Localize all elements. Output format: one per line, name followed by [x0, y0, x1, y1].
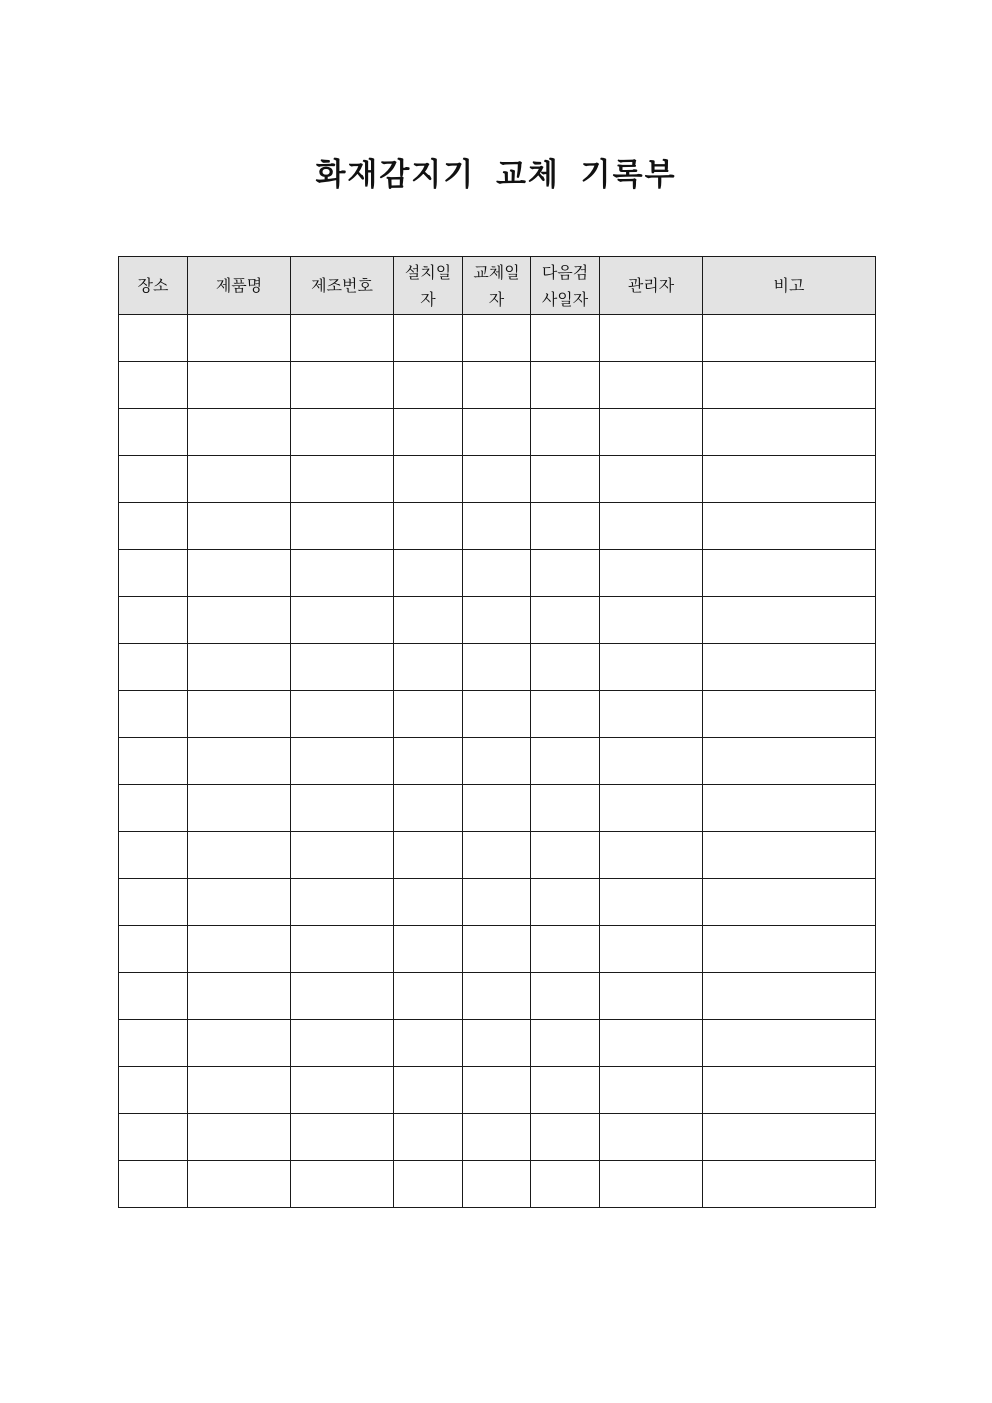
table-row: [119, 503, 876, 550]
table-cell[interactable]: [119, 409, 188, 456]
table-cell[interactable]: [394, 550, 463, 597]
table-cell[interactable]: [188, 409, 291, 456]
table-cell[interactable]: [531, 409, 600, 456]
table-cell[interactable]: [463, 315, 531, 362]
table-cell[interactable]: [119, 738, 188, 785]
column-header-next-inspection-date: [531, 257, 600, 315]
table-cell[interactable]: [119, 315, 188, 362]
table-cell[interactable]: [119, 832, 188, 879]
table-cell[interactable]: [463, 879, 531, 926]
table-cell[interactable]: [394, 926, 463, 973]
table-cell[interactable]: [394, 456, 463, 503]
table-row: [119, 973, 876, 1020]
table-cell[interactable]: [600, 785, 703, 832]
table-row: [119, 597, 876, 644]
table-cell[interactable]: [119, 879, 188, 926]
table-cell[interactable]: [119, 503, 188, 550]
table-cell[interactable]: [119, 644, 188, 691]
table-cell[interactable]: [188, 1020, 291, 1067]
table-cell[interactable]: [703, 1067, 876, 1114]
table-cell[interactable]: [188, 644, 291, 691]
table-cell[interactable]: [394, 362, 463, 409]
table-cell[interactable]: [394, 597, 463, 644]
table-cell[interactable]: [600, 691, 703, 738]
column-header-install-date: [394, 257, 463, 315]
table-row: [119, 1161, 876, 1208]
table-cell[interactable]: [463, 550, 531, 597]
table-cell[interactable]: [531, 550, 600, 597]
table-cell[interactable]: [463, 1020, 531, 1067]
table-cell[interactable]: [463, 362, 531, 409]
table-cell[interactable]: [600, 832, 703, 879]
table-cell[interactable]: [600, 1161, 703, 1208]
table-cell[interactable]: [463, 456, 531, 503]
table-cell[interactable]: [703, 973, 876, 1020]
table-cell[interactable]: [531, 926, 600, 973]
table-row: [119, 1114, 876, 1161]
table-row: [119, 644, 876, 691]
table-cell[interactable]: [600, 738, 703, 785]
table-cell[interactable]: [188, 597, 291, 644]
table-cell[interactable]: [188, 1114, 291, 1161]
table-cell[interactable]: [600, 550, 703, 597]
table-cell[interactable]: [531, 456, 600, 503]
table-cell[interactable]: [394, 1114, 463, 1161]
table-cell[interactable]: [188, 1161, 291, 1208]
table-cell[interactable]: [394, 1161, 463, 1208]
table-cell[interactable]: [531, 1020, 600, 1067]
table-row: [119, 456, 876, 503]
table-cell[interactable]: [531, 1114, 600, 1161]
table-cell[interactable]: [703, 691, 876, 738]
column-header-label: 비고: [773, 276, 805, 295]
table-cell[interactable]: [394, 315, 463, 362]
table-cell[interactable]: [703, 644, 876, 691]
table-cell[interactable]: [291, 315, 394, 362]
table-cell[interactable]: [291, 926, 394, 973]
table-cell[interactable]: [600, 503, 703, 550]
table-cell[interactable]: [291, 1161, 394, 1208]
table-cell[interactable]: [703, 926, 876, 973]
table-cell[interactable]: [600, 926, 703, 973]
table-cell[interactable]: [463, 1114, 531, 1161]
column-header-remarks: [703, 257, 876, 315]
column-header-label: 장소: [137, 276, 169, 295]
table-cell[interactable]: [703, 1020, 876, 1067]
table-row: [119, 1067, 876, 1114]
table-cell[interactable]: [291, 362, 394, 409]
table-cell[interactable]: [531, 691, 600, 738]
table-cell[interactable]: [291, 409, 394, 456]
column-header-manager: [600, 257, 703, 315]
table-row: [119, 362, 876, 409]
table-cell[interactable]: [600, 1114, 703, 1161]
table-cell[interactable]: [600, 644, 703, 691]
table-cell[interactable]: [188, 879, 291, 926]
table-cell[interactable]: [531, 832, 600, 879]
table-cell[interactable]: [463, 1161, 531, 1208]
table-cell[interactable]: [119, 550, 188, 597]
table-cell[interactable]: [600, 362, 703, 409]
table-cell[interactable]: [119, 973, 188, 1020]
table-cell[interactable]: [600, 879, 703, 926]
table-row: [119, 879, 876, 926]
table-cell[interactable]: [291, 1114, 394, 1161]
table-cell[interactable]: [188, 832, 291, 879]
column-header-replace-date: [463, 257, 531, 315]
table-cell[interactable]: [463, 738, 531, 785]
table-row: [119, 832, 876, 879]
table-cell[interactable]: [600, 409, 703, 456]
table-cell[interactable]: [703, 1161, 876, 1208]
table-cell[interactable]: [531, 1161, 600, 1208]
table-cell[interactable]: [291, 456, 394, 503]
table-cell[interactable]: [291, 1020, 394, 1067]
column-header-label: 교체일자: [473, 262, 520, 309]
table-cell[interactable]: [394, 644, 463, 691]
column-header-label: 설치일자: [404, 262, 452, 309]
table-cell[interactable]: [291, 644, 394, 691]
table-cell[interactable]: [188, 315, 291, 362]
table-cell[interactable]: [291, 550, 394, 597]
table-cell[interactable]: [119, 597, 188, 644]
table-cell[interactable]: [119, 1020, 188, 1067]
table-cell[interactable]: [291, 832, 394, 879]
table-cell[interactable]: [463, 597, 531, 644]
table-cell[interactable]: [531, 597, 600, 644]
table-cell[interactable]: [188, 550, 291, 597]
table-cell[interactable]: [600, 315, 703, 362]
table-cell[interactable]: [531, 879, 600, 926]
table-cell[interactable]: [119, 362, 188, 409]
table-cell[interactable]: [703, 409, 876, 456]
table-cell[interactable]: [291, 785, 394, 832]
table-cell[interactable]: [703, 1114, 876, 1161]
table-cell[interactable]: [531, 785, 600, 832]
table-cell[interactable]: [394, 1067, 463, 1114]
table-cell[interactable]: [188, 738, 291, 785]
table-cell[interactable]: [463, 832, 531, 879]
record-table: [118, 256, 876, 1208]
page-title: 화재감지기 교체 기록부: [315, 156, 677, 193]
table-cell[interactable]: [531, 644, 600, 691]
table-row: [119, 409, 876, 456]
table-row: [119, 315, 876, 362]
table-cell[interactable]: [463, 503, 531, 550]
table-cell[interactable]: [703, 362, 876, 409]
table-cell[interactable]: [463, 926, 531, 973]
table-row: [119, 1020, 876, 1067]
table-cell[interactable]: [600, 1020, 703, 1067]
column-header-serial-number: [291, 257, 394, 315]
table-row: [119, 550, 876, 597]
column-header-label: 관리자: [627, 276, 675, 295]
table-cell[interactable]: [703, 503, 876, 550]
table-cell[interactable]: [291, 503, 394, 550]
table-cell[interactable]: [119, 1114, 188, 1161]
table-cell[interactable]: [119, 926, 188, 973]
table-cell[interactable]: [463, 409, 531, 456]
table-cell[interactable]: [703, 738, 876, 785]
table-row: [119, 738, 876, 785]
table-cell[interactable]: [600, 973, 703, 1020]
table-cell[interactable]: [463, 644, 531, 691]
table-cell[interactable]: [291, 973, 394, 1020]
table-cell[interactable]: [703, 785, 876, 832]
table-cell[interactable]: [119, 691, 188, 738]
table-cell[interactable]: [600, 456, 703, 503]
table-cell[interactable]: [703, 550, 876, 597]
table-cell[interactable]: [291, 597, 394, 644]
table-header-row: [119, 257, 876, 315]
table-cell[interactable]: [291, 738, 394, 785]
table-cell[interactable]: [188, 973, 291, 1020]
table-cell[interactable]: [188, 785, 291, 832]
table-cell[interactable]: [394, 1020, 463, 1067]
table-cell[interactable]: [188, 926, 291, 973]
table-cell[interactable]: [394, 832, 463, 879]
table-cell[interactable]: [703, 315, 876, 362]
column-header-label: 다음검사일자: [541, 262, 589, 309]
table-cell[interactable]: [531, 1067, 600, 1114]
table-cell[interactable]: [394, 691, 463, 738]
table-cell[interactable]: [463, 973, 531, 1020]
table-cell[interactable]: [531, 503, 600, 550]
table-cell[interactable]: [291, 1067, 394, 1114]
table-row: [119, 926, 876, 973]
table-cell[interactable]: [703, 456, 876, 503]
table-cell[interactable]: [531, 362, 600, 409]
table-cell[interactable]: [463, 691, 531, 738]
table-cell[interactable]: [291, 879, 394, 926]
table-cell[interactable]: [394, 409, 463, 456]
table-cell[interactable]: [119, 1161, 188, 1208]
table-cell[interactable]: [291, 691, 394, 738]
table-cell[interactable]: [188, 1067, 291, 1114]
column-header-label: 제조번호: [311, 276, 373, 295]
table-cell[interactable]: [119, 1067, 188, 1114]
table-cell[interactable]: [188, 691, 291, 738]
table-cell[interactable]: [188, 503, 291, 550]
table-cell[interactable]: [531, 973, 600, 1020]
table-body: [119, 315, 876, 1208]
table-row: [119, 691, 876, 738]
table-cell[interactable]: [119, 785, 188, 832]
column-header-label: 제품명: [215, 276, 263, 295]
table-row: [119, 785, 876, 832]
table-cell[interactable]: [188, 456, 291, 503]
table-cell[interactable]: [119, 456, 188, 503]
table-cell[interactable]: [531, 738, 600, 785]
table-cell[interactable]: [394, 785, 463, 832]
table-cell[interactable]: [463, 1067, 531, 1114]
column-header-location: [119, 257, 188, 315]
table-cell[interactable]: [394, 503, 463, 550]
table-cell[interactable]: [188, 362, 291, 409]
table-cell[interactable]: [531, 315, 600, 362]
column-header-product-name: [188, 257, 291, 315]
table-cell[interactable]: [600, 1067, 703, 1114]
table-cell[interactable]: [463, 785, 531, 832]
table-cell[interactable]: [703, 879, 876, 926]
table-cell[interactable]: [394, 879, 463, 926]
table-cell[interactable]: [703, 832, 876, 879]
table-cell[interactable]: [600, 597, 703, 644]
table-cell[interactable]: [394, 973, 463, 1020]
table-cell[interactable]: [394, 738, 463, 785]
table-cell[interactable]: [703, 597, 876, 644]
